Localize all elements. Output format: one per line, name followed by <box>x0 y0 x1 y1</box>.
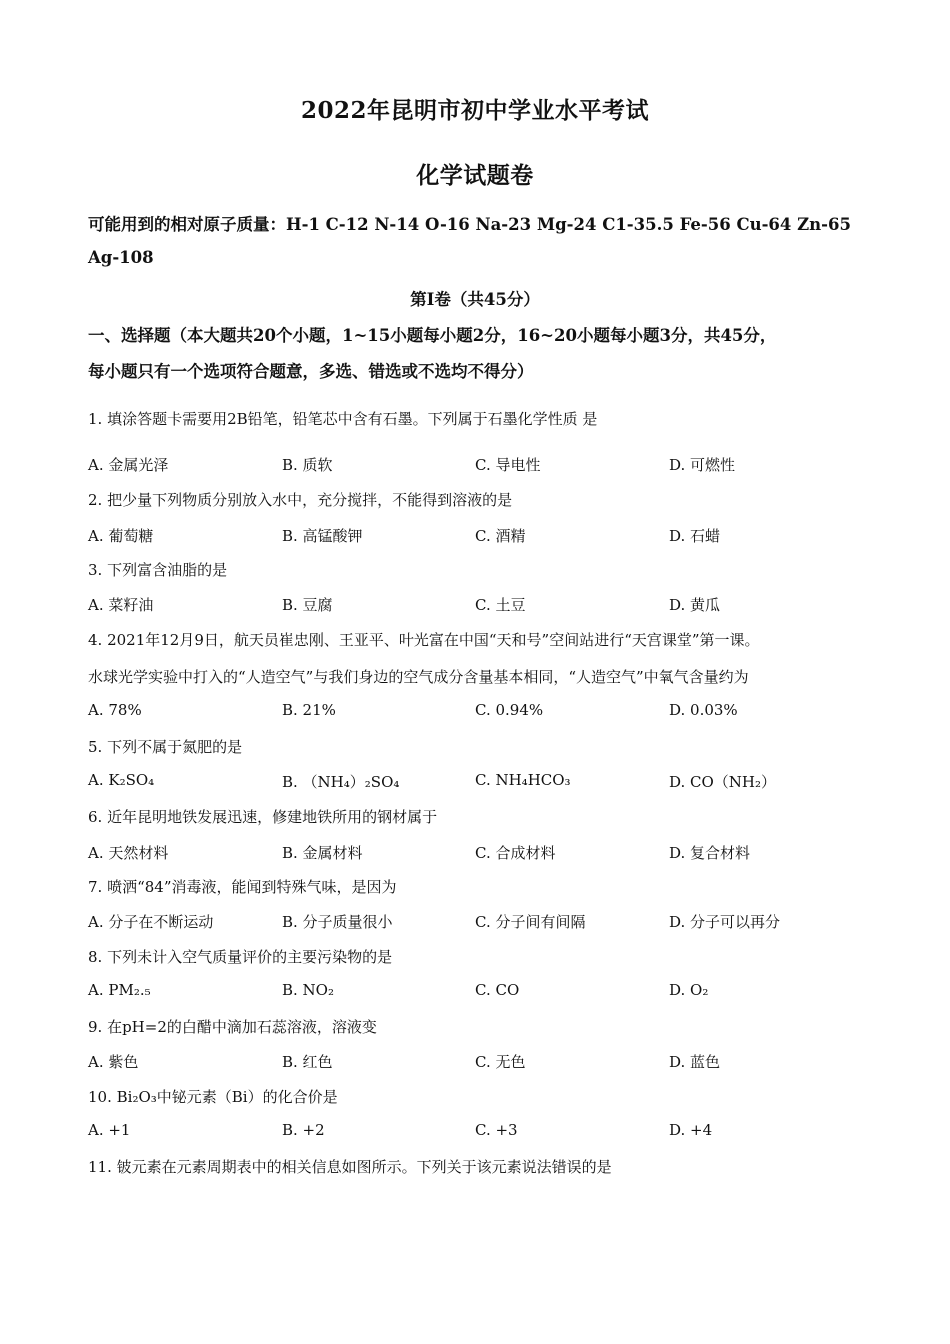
exam-title: 2022年昆明市初中学业水平考试 <box>300 97 649 124</box>
option-a: A. 78% <box>88 701 142 719</box>
question-11: 11. 铍元素在元素周期表中的相关信息如图所示。下列关于该元素说法错误的是 <box>88 1158 612 1176</box>
option-d: D. 分子可以再分 <box>669 913 781 931</box>
option-a: A. 分子在不断运动 <box>88 913 214 931</box>
question-3-options <box>88 594 868 616</box>
option-b: B. 高锰酸钾 <box>282 527 363 545</box>
option-d: D. O₂ <box>669 981 709 999</box>
option-c: C. +3 <box>475 1121 518 1139</box>
option-d: D. 可燃性 <box>669 456 736 474</box>
question-2: 2. 把少量下列物质分别放入水中，充分搅拌，不能得到溶液的是 <box>88 491 513 509</box>
question-9: 9. 在pH=2的白醋中滴加石蕊溶液，溶液变 <box>88 1018 377 1036</box>
option-b: B. 分子质量很小 <box>282 913 393 931</box>
question-10: 10. Bi₂O₃中铋元素（Bi）的化合价是 <box>88 1088 338 1106</box>
option-a: A. PM₂.₅ <box>88 981 151 999</box>
question-4: 4. 2021年12月9日，航天员崔忠刚、王亚平、叶光富在中国“天和号”空间站进行“天宫课堂”第一课。 <box>88 631 760 649</box>
option-c: C. 0.94% <box>475 701 544 719</box>
option-a: A. 紫色 <box>88 1053 139 1071</box>
question-8-options <box>88 981 868 1003</box>
option-b: B. 红色 <box>282 1053 333 1071</box>
option-d: D. 复合材料 <box>669 844 751 862</box>
option-b: B. （NH₄）₂SO₄ <box>282 773 400 791</box>
option-d: D. 蓝色 <box>669 1053 721 1071</box>
section-instructions-line-2: 每小题只有一个选项符合题意，多选、错选或不选均不得分） <box>88 362 534 381</box>
option-b: B. 豆腐 <box>282 596 333 614</box>
option-c: C. NH₄HCO₃ <box>475 771 571 789</box>
option-d: D. 石蜡 <box>669 527 721 545</box>
question-3: 3. 下列富含油脂的是 <box>88 561 228 579</box>
option-b: B. 金属材料 <box>282 844 363 862</box>
question-4-continued: 水球光学实验中打入的“人造空气”与我们身边的空气成分含量基本相同，“人造空气”中氧气含量约为 <box>88 668 749 686</box>
option-c: C. 分子间有间隔 <box>475 913 586 931</box>
option-a: A. +1 <box>88 1121 131 1139</box>
option-d: D. 黄瓜 <box>669 596 721 614</box>
option-c: C. 导电性 <box>475 456 541 474</box>
question-5: 5. 下列不属于氮肥的是 <box>88 738 243 756</box>
option-c: C. CO <box>475 981 520 999</box>
atomic-masses-line-2: Ag-108 <box>88 248 154 267</box>
option-b: B. 质软 <box>282 456 333 474</box>
option-b: B. 21% <box>282 701 336 719</box>
option-b: B. +2 <box>282 1121 325 1139</box>
question-1: 1. 填涂答题卡需要用2B铅笔，铅笔芯中含有石墨。下列属于石墨化学性质 是 <box>88 410 598 428</box>
volume-heading: 第Ⅰ卷（共45分） <box>410 290 540 309</box>
question-10-options <box>88 1121 868 1143</box>
option-a: A. 葡萄糖 <box>88 527 154 545</box>
question-9-options <box>88 1051 868 1073</box>
option-c: C. 酒精 <box>475 527 526 545</box>
question-4-options <box>88 701 868 723</box>
option-c: C. 土豆 <box>475 596 526 614</box>
question-8: 8. 下列未计入空气质量评价的主要污染物的是 <box>88 948 393 966</box>
option-a: A. 金属光泽 <box>88 456 169 474</box>
option-a: A. 天然材料 <box>88 844 169 862</box>
option-d: D. +4 <box>669 1121 713 1139</box>
question-6: 6. 近年昆明地铁发展迅速，修建地铁所用的钢材属于 <box>88 808 438 826</box>
option-a: A. 菜籽油 <box>88 596 154 614</box>
option-b: B. NO₂ <box>282 981 334 999</box>
exam-subtitle: 化学试题卷 <box>416 162 534 189</box>
question-6-options <box>88 842 868 864</box>
question-2-options <box>88 525 868 547</box>
option-a: A. K₂SO₄ <box>88 771 155 789</box>
section-instructions-line-1: 一、选择题（本大题共20个小题，1~15小题每小题2分，16~20小题每小题3分，共45分， <box>88 326 777 345</box>
question-5-options <box>88 771 868 793</box>
question-7-options <box>88 911 868 933</box>
atomic-masses-line-1: 可能用到的相对原子质量：H-1 C-12 N-14 O-16 Na-23 Mg-24 C1-35.5 Fe-56 Cu-64 Zn-65 <box>88 215 851 234</box>
option-d: D. CO（NH₂） <box>669 773 777 791</box>
question-1-options <box>88 454 868 476</box>
option-d: D. 0.03% <box>669 701 738 719</box>
question-7: 7. 喷洒“84”消毒液，能闻到特殊气味，是因为 <box>88 878 397 896</box>
option-c: C. 合成材料 <box>475 844 556 862</box>
option-c: C. 无色 <box>475 1053 526 1071</box>
